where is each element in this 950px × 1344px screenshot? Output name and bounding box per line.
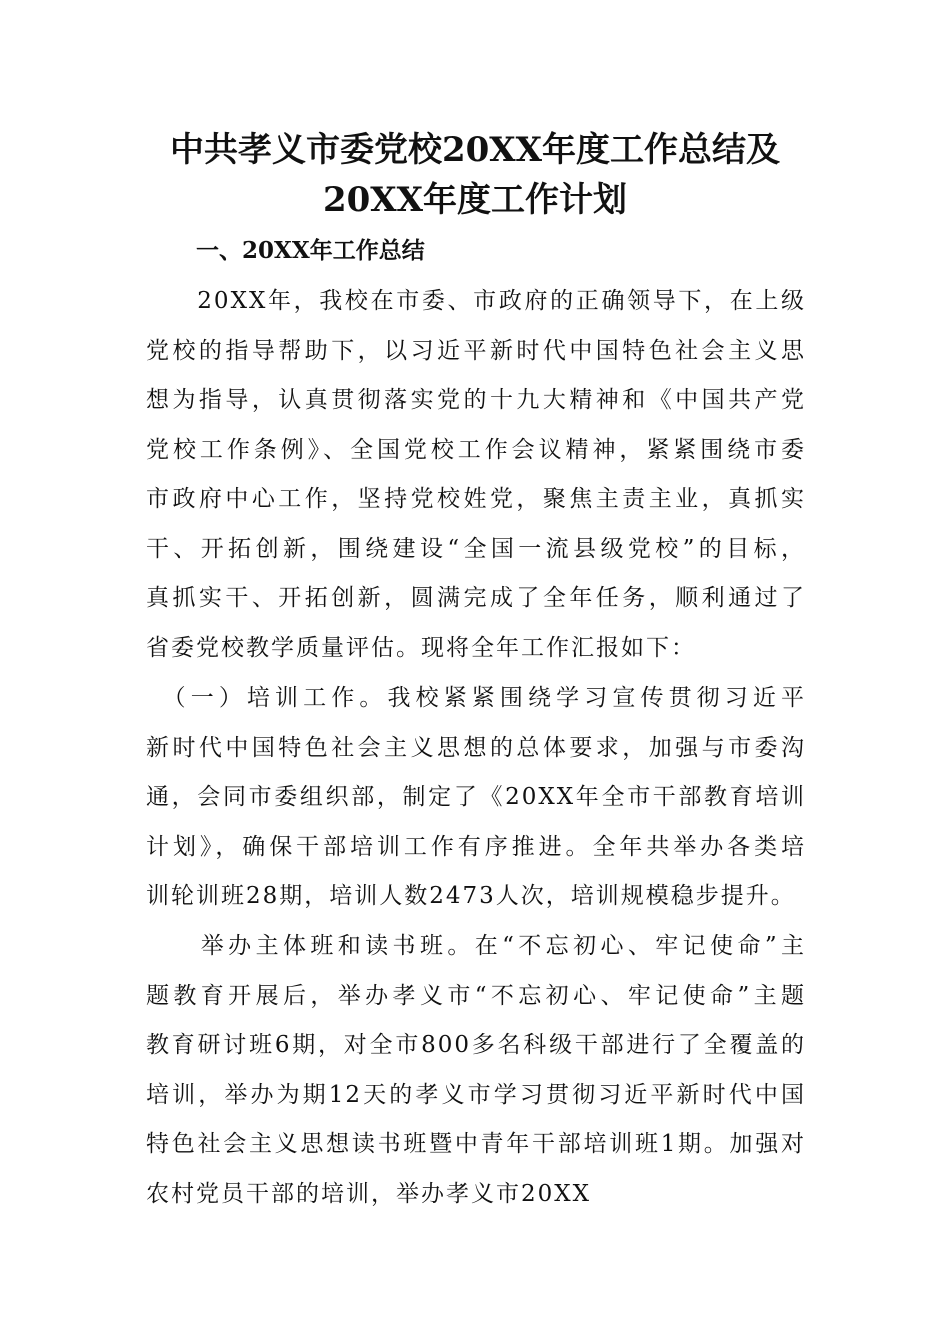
paragraph-2 bbox=[146, 674, 806, 922]
paragraph-line: 教育研讨班6期，对全市800多名科级干部进行了全覆盖的 bbox=[146, 1032, 806, 1058]
paragraph-line: 党校工作条例》、全国党校工作会议精神，紧紧围绕市委 bbox=[146, 436, 806, 463]
paragraph-line: 20XX年，我校在市委、市政府的正确领导下，在上级 bbox=[146, 288, 806, 314]
paragraph-line: （一）培训工作。我校紧紧围绕学习宣传贯彻习近平 bbox=[146, 685, 806, 711]
paragraph-1 bbox=[146, 277, 806, 673]
paragraph-line: 通，会同市委组织部，制定了《20XX年全市干部教育培训 bbox=[146, 784, 806, 810]
paragraph-line: 干、开拓创新，围绕建设“全国一流县级党校”的目标， bbox=[146, 535, 806, 562]
paragraph-line: 举办主体班和读书班。在“不忘初心、牢记使命”主 bbox=[146, 933, 806, 959]
document-title-line-1: 中共孝义市委党校20XX年度工作总结及 bbox=[169, 130, 781, 170]
paragraph-line: 想为指导，认真贯彻落实党的十九大精神和《中国共产党 bbox=[146, 387, 806, 413]
document-title-line-2: 20XX年度工作计划 bbox=[322, 180, 628, 220]
paragraph-line: 真抓实干、开拓创新，圆满完成了全年任务，顺利通过了 bbox=[146, 585, 806, 611]
paragraph-3 bbox=[146, 922, 806, 1219]
paragraph-line: 农村党员干部的培训，举办孝义市20XX bbox=[146, 1180, 592, 1207]
paragraph-line: 题教育开展后，举办孝义市“不忘初心、牢记使命”主题 bbox=[146, 982, 806, 1009]
section-heading: 一、20XX年工作总结 bbox=[196, 237, 425, 264]
paragraph-line: 特色社会主义思想读书班暨中青年干部培训班1期。加强对 bbox=[146, 1131, 806, 1157]
paragraph-line: 省委党校教学质量评估。现将全年工作汇报如下： bbox=[146, 634, 696, 661]
paragraph-line: 计划》，确保干部培训工作有序推进。全年共举办各类培 bbox=[146, 833, 806, 860]
paragraph-line: 新时代中国特色社会主义思想的总体要求，加强与市委沟 bbox=[146, 734, 806, 761]
paragraph-line: 培训，举办为期12天的孝义市学习贯彻习近平新时代中国 bbox=[146, 1081, 806, 1108]
paragraph-line: 市政府中心工作，坚持党校姓党，聚焦主责主业，真抓实 bbox=[146, 486, 806, 512]
paragraph-line: 党校的指导帮助下，以习近平新时代中国特色社会主义思 bbox=[146, 337, 806, 364]
paragraph-line: 训轮训班28期，培训人数2473人次，培训规模稳步提升。 bbox=[146, 883, 796, 909]
